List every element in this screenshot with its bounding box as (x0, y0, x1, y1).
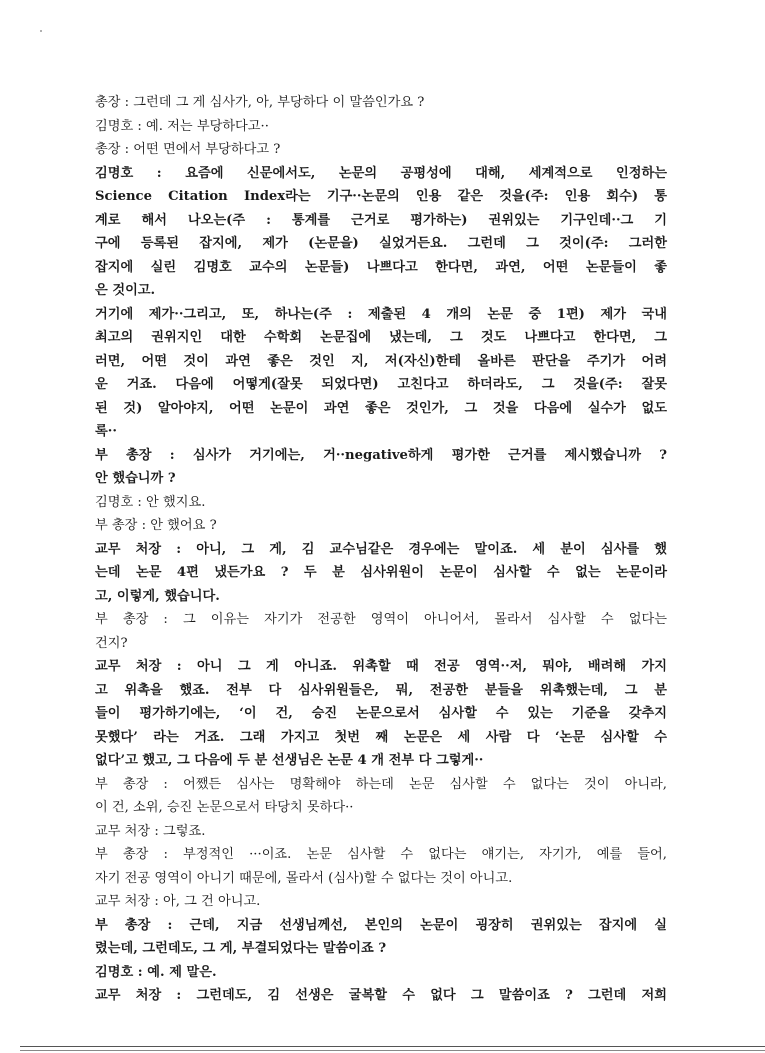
transcript-line: Science Citation Index라는 기구··논문의 인용 같은 것을(주: 인용 회수) 통 (95, 189, 667, 204)
transcript-line: 부 총장 : 부정적인 ···이죠. 논문 심사할 수 없다는 얘기는, 자기가, 예를 들어, (95, 847, 667, 862)
transcript-line: 최고의 권위지인 대한 수학회 논문집에 냈는데, 그 것도 나쁘다고 한다면, 그 (95, 330, 667, 345)
transcript-line: 건지? (95, 635, 128, 651)
transcript-line: 은 것이고. (95, 283, 156, 298)
transcript-line: 교무 처장 : 그렇죠. (95, 823, 206, 839)
transcript-line: 록·· (95, 424, 117, 439)
bottom-rule (20, 1046, 765, 1047)
transcript-line: 고, 이렇게, 했습니다. (95, 588, 220, 604)
transcript-line: 부 총장 : 안 했어요 ? (95, 518, 217, 533)
transcript-line: 러면, 어떤 것이 과연 좋은 것인 지, 저(자신)한테 올바른 판단을 주기가 어려 (95, 353, 667, 369)
transcript-line: 교무 처장 : 아, 그 건 아니고. (95, 894, 261, 909)
transcript-line: 교무 처장 : 그런데도, 김 선생은 굴복할 수 없다 그 말씀이죠 ? 그런데 저희 (95, 988, 667, 1003)
transcript-line: 부 총장 : 근데, 지금 선생님께선, 본인의 논문이 굉장히 권위있는 잡지에 실 (95, 917, 667, 933)
transcript-line: 들이 평가하기에는, ‘이 건, 승진 논문으로서 심사할 수 있는 기준을 갖추지 (95, 706, 667, 721)
transcript-line: 고 위촉을 했죠. 전부 다 심사위원들은, 뭐, 전공한 분들을 위촉했는데, 그 분 (95, 682, 667, 698)
bottom-rule-secondary (20, 1050, 765, 1051)
transcript-line: 김명호 : 예. 저는 부당하다고·· (95, 118, 269, 134)
transcript-line: 없다’고 했고, 그 다음에 두 분 선생님은 논문 4 개 전부 다 그렇게·· (95, 753, 484, 768)
transcript-line: 부 총장 : 어쨌든 심사는 명확해야 하는데 논문 심사할 수 없다는 것이 아니라, (95, 776, 667, 792)
transcript-line: 잡지에 실린 김명호 교수의 논문들) 나쁘다고 한다면, 과연, 어떤 논문들이 좋 (95, 259, 667, 275)
transcript-line: 총장 : 어떤 면에서 부당하다고 ? (95, 142, 281, 157)
transcript-line: 부 총장 : 그 이유는 자기가 전공한 영역이 아니어서, 몰라서 심사할 수 없다는 (95, 612, 667, 627)
transcript-line: 교무 처장 : 아니, 그 게, 김 교수님같은 경우에는 말이죠. 세 분이 심사를 했 (95, 541, 667, 557)
transcript-line: 거기에 제가··그리고, 또, 하나는(주 : 제출된 4 개의 논문 중 1편) 제가 국내 (95, 306, 667, 322)
transcript-line: 교무 처장 : 아니 그 게 아니죠. 위촉할 때 전공 영역··저, 뭐야, 배려해 가지 (95, 659, 667, 674)
transcript-line: 계로 해서 나오는(주 : 통계를 근거로 평가하는) 권위있는 기구인데··그 기 (95, 212, 667, 228)
transcript-line: 렸는데, 그런데도, 그 게, 부결되었다는 말씀이죠 ? (95, 941, 387, 956)
transcript-line: 김명호 : 안 했지요. (95, 494, 206, 510)
transcript-line: 부 총장 : 심사가 거기에는, 거··negative하게 평가한 근거를 제시했습니까 ? (95, 447, 667, 463)
transcript-page (95, 91, 667, 1008)
transcript-line: 된 것) 알아야지, 어떤 논문이 과연 좋은 것인가, 그 것을 다음에 실수가 없도 (95, 400, 667, 416)
transcript-line: 김명호 : 예. 제 말은. (95, 964, 217, 980)
scan-speck (40, 30, 42, 32)
transcript-line: 자기 전공 영역이 아니기 때문에, 몰라서 (심사)할 수 없다는 것이 아니고. (95, 870, 513, 886)
transcript-line: 총장 : 그런데 그 게 심사가, 아, 부당하다 이 말씀인가요 ? (95, 95, 425, 110)
transcript-line: 안 했습니까 ? (95, 471, 176, 486)
transcript-line: 는데 논문 4편 냈든가요 ? 두 분 심사위원이 논문이 심사할 수 없는 논문이라 (95, 565, 667, 580)
transcript-line: 운 거죠. 다음에 어떻게(잘못 되었다면) 고친다고 하더라도, 그 것을(주: 잘못 (95, 377, 667, 392)
transcript-line: 이 건, 소위, 승진 논문으로서 타당치 못하다·· (95, 800, 354, 815)
transcript-line: 김명호 : 요즘에 신문에서도, 논문의 공평성에 대해, 세계적으로 인정하는 (95, 165, 667, 181)
transcript-line: 못했다’ 라는 거죠. 그래 가지고 첫번 째 논문은 세 사람 다 ‘논문 심사할 수 (95, 729, 667, 745)
transcript-line: 구에 등록된 잡지에, 제가 (논문을) 실었거든요. 그런데 그 것이(주: 그러한 (95, 236, 667, 251)
